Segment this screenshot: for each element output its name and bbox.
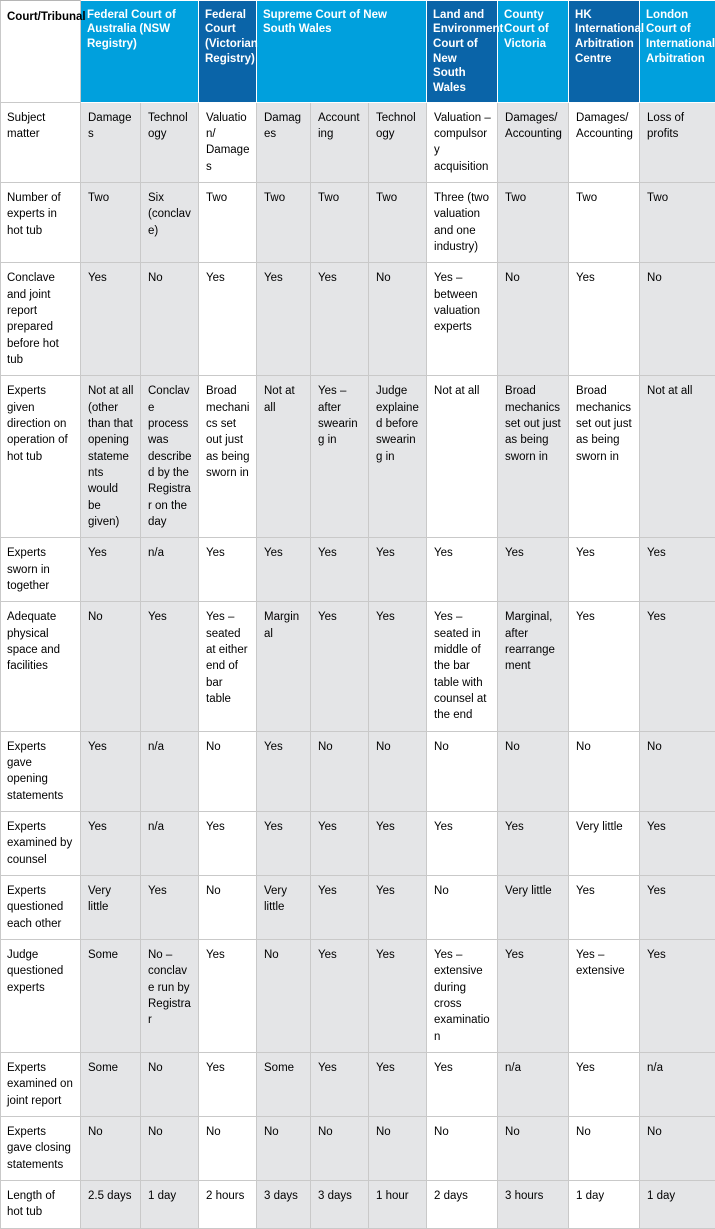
table-cell: Yes xyxy=(81,731,141,811)
table-row xyxy=(1,102,715,182)
table-cell: Yes xyxy=(369,538,427,602)
table-cell: Yes xyxy=(369,811,427,875)
table-cell: Yes xyxy=(498,939,569,1052)
table-cell: Yes xyxy=(427,1052,498,1116)
table-cell: Valuation/ Damages xyxy=(199,102,257,182)
table-cell: Marginal, after rearrangement xyxy=(498,602,569,731)
table-cell: Two xyxy=(81,183,141,263)
column-header-group-0: Federal Court of Australia (NSW Registry) xyxy=(81,1,199,103)
table-cell: Some xyxy=(81,939,141,1052)
table-cell: Judge explained before swearing in xyxy=(369,376,427,538)
table-cell: Technology xyxy=(369,102,427,182)
table-cell: Yes xyxy=(141,602,199,731)
row-header-label: Experts given direction on operation of hot tub xyxy=(1,376,81,538)
table-cell: Very little xyxy=(498,875,569,939)
table-cell: Six (conclave) xyxy=(141,183,199,263)
table-cell: Not at all (other than that opening statements would be given) xyxy=(81,376,141,538)
table-cell: No xyxy=(81,602,141,731)
table-cell: Yes xyxy=(369,602,427,731)
table-cell: Yes – extensive xyxy=(569,939,640,1052)
table-row xyxy=(1,939,715,1052)
table-cell: Yes xyxy=(311,263,369,376)
table-cell: No xyxy=(640,263,715,376)
row-header-label: Subject matter xyxy=(1,102,81,182)
table-cell: Two xyxy=(640,183,715,263)
table-cell: Yes xyxy=(199,263,257,376)
table-cell: No xyxy=(498,1116,569,1180)
row-header-label: Experts examined on joint report xyxy=(1,1052,81,1116)
table-cell: No xyxy=(81,1116,141,1180)
row-header-label: Experts gave opening statements xyxy=(1,731,81,811)
table-cell: Yes xyxy=(498,811,569,875)
table-cell: Yes xyxy=(427,811,498,875)
table-cell: Conclave process was described by the Registrar on the day xyxy=(141,376,199,538)
table-cell: No xyxy=(257,1116,311,1180)
table-cell: Two xyxy=(199,183,257,263)
row-header-label: Experts sworn in together xyxy=(1,538,81,602)
table-cell: No xyxy=(141,1052,199,1116)
table-cell: Yes xyxy=(427,538,498,602)
table-cell: 2 days xyxy=(427,1180,498,1228)
table-cell: Yes xyxy=(311,538,369,602)
table-cell: Yes xyxy=(141,875,199,939)
table-cell: 1 hour xyxy=(369,1180,427,1228)
table-cell: No xyxy=(141,1116,199,1180)
table-row xyxy=(1,376,715,538)
table-cell: Some xyxy=(81,1052,141,1116)
table-cell: 3 hours xyxy=(498,1180,569,1228)
table-cell: Yes xyxy=(311,602,369,731)
table-cell: 3 days xyxy=(257,1180,311,1228)
table-cell: No xyxy=(569,731,640,811)
table-row xyxy=(1,1116,715,1180)
column-header-group-2: Supreme Court of New South Wales xyxy=(257,1,427,103)
table-cell: Yes xyxy=(199,538,257,602)
table-cell: Yes xyxy=(369,1052,427,1116)
table-cell: Valuation – compulsory acquisition xyxy=(427,102,498,182)
column-header-group-6: London Court of International Arbitration xyxy=(640,1,715,103)
table-cell: 1 day xyxy=(141,1180,199,1228)
table-cell: Two xyxy=(498,183,569,263)
table-cell: No xyxy=(311,731,369,811)
row-header-label: Number of experts in hot tub xyxy=(1,183,81,263)
table-cell: Two xyxy=(369,183,427,263)
table-body xyxy=(1,102,715,1228)
table-row xyxy=(1,875,715,939)
table-cell: No xyxy=(369,731,427,811)
column-header-group-4: County Court of Victoria xyxy=(498,1,569,103)
table-cell: Some xyxy=(257,1052,311,1116)
table-cell: Yes xyxy=(311,939,369,1052)
table-cell: n/a xyxy=(498,1052,569,1116)
table-cell: Yes xyxy=(640,875,715,939)
table-cell: Yes xyxy=(569,538,640,602)
table-cell: Two xyxy=(257,183,311,263)
table-cell: 2 hours xyxy=(199,1180,257,1228)
table-row xyxy=(1,602,715,731)
row-header-label: Experts examined by counsel xyxy=(1,811,81,875)
table-cell: Yes xyxy=(257,731,311,811)
table-cell: No xyxy=(199,1116,257,1180)
table-cell: Yes xyxy=(199,811,257,875)
table-cell: 1 day xyxy=(569,1180,640,1228)
table-cell: Damages/ Accounting xyxy=(569,102,640,182)
table-cell: No xyxy=(427,875,498,939)
table-cell: Yes xyxy=(369,939,427,1052)
table-cell: Yes xyxy=(569,263,640,376)
table-row xyxy=(1,1052,715,1116)
table-cell: Yes xyxy=(81,538,141,602)
table-cell: Yes xyxy=(369,875,427,939)
table-cell: Loss of profits xyxy=(640,102,715,182)
table-cell: No xyxy=(427,1116,498,1180)
table-head xyxy=(1,1,715,103)
table-cell: n/a xyxy=(141,538,199,602)
table-cell: No xyxy=(199,731,257,811)
column-header-group-3: Land and Environment Court of New South Wales xyxy=(427,1,498,103)
table-cell: Damages xyxy=(257,102,311,182)
row-header-label: Conclave and joint report prepared before hot tub xyxy=(1,263,81,376)
row-header-label: Judge questioned experts xyxy=(1,939,81,1052)
table-cell: Accounting xyxy=(311,102,369,182)
table-cell: Yes xyxy=(569,875,640,939)
table-cell: Not at all xyxy=(640,376,715,538)
table-cell: Broad mechanics set out just as being sworn in xyxy=(498,376,569,538)
table-cell: Damages xyxy=(81,102,141,182)
table-cell: Yes xyxy=(257,538,311,602)
row-header-label: Adequate physical space and facilities xyxy=(1,602,81,731)
table-cell: Broad mechanics set out just as being sworn in xyxy=(569,376,640,538)
table-cell: Yes – between valuation experts xyxy=(427,263,498,376)
table-cell: n/a xyxy=(640,1052,715,1116)
table-row xyxy=(1,731,715,811)
table-row xyxy=(1,811,715,875)
table-cell: No – conclave run by Registrar xyxy=(141,939,199,1052)
table-cell: Damages/ Accounting xyxy=(498,102,569,182)
table-cell: Very little xyxy=(569,811,640,875)
table-cell: No xyxy=(311,1116,369,1180)
table-cell: No xyxy=(569,1116,640,1180)
row-header-label: Experts gave closing statements xyxy=(1,1116,81,1180)
table-cell: No xyxy=(141,263,199,376)
table-cell: Yes xyxy=(311,811,369,875)
table-cell: Two xyxy=(569,183,640,263)
table-cell: Yes xyxy=(498,538,569,602)
table-cell: Very little xyxy=(81,875,141,939)
table-cell: Yes xyxy=(569,602,640,731)
table-cell: 2.5 days xyxy=(81,1180,141,1228)
table-cell: Yes xyxy=(640,602,715,731)
table-cell: No xyxy=(498,731,569,811)
table-cell: Marginal xyxy=(257,602,311,731)
table-cell: Yes xyxy=(81,263,141,376)
table-row xyxy=(1,1180,715,1228)
row-header-label: Experts questioned each other xyxy=(1,875,81,939)
table-cell: Yes xyxy=(311,1052,369,1116)
table-cell: No xyxy=(640,731,715,811)
table-cell: 3 days xyxy=(311,1180,369,1228)
table-cell: Yes xyxy=(569,1052,640,1116)
table-cell: Not at all xyxy=(257,376,311,538)
table-cell: No xyxy=(369,1116,427,1180)
table-row xyxy=(1,263,715,376)
table-cell: Yes xyxy=(257,811,311,875)
table-cell: Yes – seated in middle of the bar table with counsel at the end xyxy=(427,602,498,731)
table-cell: n/a xyxy=(141,731,199,811)
column-header-group-5: HK International Arbitration Centre xyxy=(569,1,640,103)
table-cell: No xyxy=(498,263,569,376)
table-cell: No xyxy=(427,731,498,811)
table-cell: No xyxy=(640,1116,715,1180)
table-cell: Not at all xyxy=(427,376,498,538)
table-cell: Yes – seated at either end of bar table xyxy=(199,602,257,731)
table-cell: Two xyxy=(311,183,369,263)
table-cell: Yes xyxy=(199,939,257,1052)
table-cell: Broad mechanics set out just as being sworn in xyxy=(199,376,257,538)
table-cell: Yes – extensive during cross examination xyxy=(427,939,498,1052)
row-header-label: Length of hot tub xyxy=(1,1180,81,1228)
table-cell: No xyxy=(257,939,311,1052)
table-cell: No xyxy=(199,875,257,939)
table-cell: Yes – after swearing in xyxy=(311,376,369,538)
column-header-group-1: Federal Court (Victorian Registry) xyxy=(199,1,257,103)
table-row xyxy=(1,538,715,602)
table-cell: Yes xyxy=(640,811,715,875)
table-cell: 1 day xyxy=(640,1180,715,1228)
table-cell: Three (two valuation and one industry) xyxy=(427,183,498,263)
table-cell: Very little xyxy=(257,875,311,939)
table-cell: Technology xyxy=(141,102,199,182)
table-cell: No xyxy=(369,263,427,376)
corner-header-court-tribunal: Court/Tribunal xyxy=(1,1,81,103)
table-cell: Yes xyxy=(199,1052,257,1116)
table-cell: Yes xyxy=(81,811,141,875)
table-cell: Yes xyxy=(311,875,369,939)
table-cell: Yes xyxy=(640,538,715,602)
table-cell: Yes xyxy=(640,939,715,1052)
table-cell: n/a xyxy=(141,811,199,875)
table-row xyxy=(1,183,715,263)
table-cell: Yes xyxy=(257,263,311,376)
header-row xyxy=(1,1,715,103)
